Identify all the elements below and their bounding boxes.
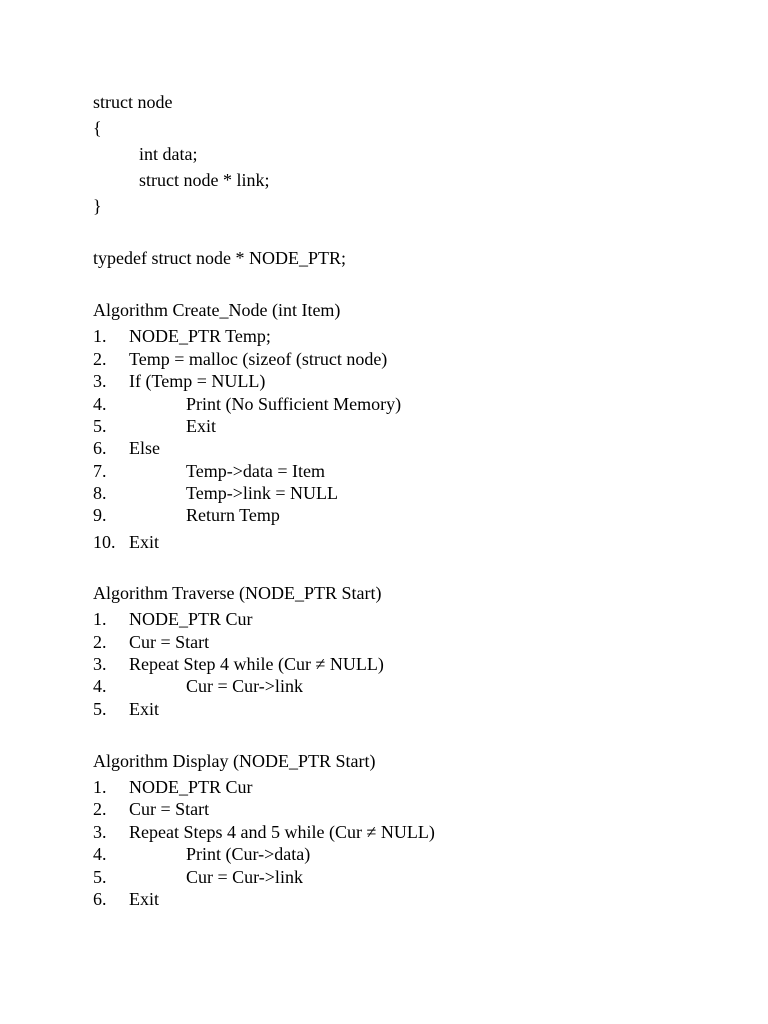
step-text: Repeat Step 4 while (Cur ≠ NULL)	[129, 654, 384, 674]
step-number: 3.	[93, 822, 107, 842]
step-number: 5.	[93, 699, 107, 719]
step-number: 2.	[93, 632, 107, 652]
step-text: Print (No Sufficient Memory)	[186, 394, 402, 414]
step-text: Repeat Steps 4 and 5 while (Cur ≠ NULL)	[129, 822, 435, 842]
step-number: 5.	[93, 867, 107, 887]
create-node-heading: Algorithm Create_Node (int Item)	[93, 300, 341, 320]
step-text: Temp = malloc (sizeof (struct node)	[129, 349, 388, 369]
step-number: 4.	[93, 844, 107, 864]
step-number: 1.	[93, 777, 107, 797]
step-number: 2.	[93, 799, 107, 819]
struct-field-data: int data;	[139, 144, 198, 164]
step-text: Return Temp	[186, 505, 280, 525]
step-text: Exit	[186, 416, 216, 436]
step-text: NODE_PTR Cur	[129, 777, 253, 797]
display-heading: Algorithm Display (NODE_PTR Start)	[93, 751, 376, 771]
step-number: 8.	[93, 483, 107, 503]
step-text: Temp->data = Item	[186, 461, 325, 481]
step-text: Cur = Start	[129, 799, 210, 819]
step-number: 9.	[93, 505, 107, 525]
step-number: 6.	[93, 438, 107, 458]
step-number: 1.	[93, 609, 107, 629]
step-number: 2.	[93, 349, 107, 369]
struct-field-link: struct node * link;	[139, 170, 270, 190]
step-number: 3.	[93, 371, 107, 391]
step-number: 7.	[93, 461, 107, 481]
step-text: Exit	[129, 532, 159, 552]
step-number: 6.	[93, 889, 107, 909]
step-number: 5.	[93, 416, 107, 436]
struct-header: struct node	[93, 92, 173, 112]
step-number: 10.	[93, 532, 116, 552]
step-text: NODE_PTR Temp;	[129, 326, 271, 346]
struct-open-brace: {	[93, 118, 102, 138]
step-text: Temp->link = NULL	[186, 483, 339, 503]
step-number: 3.	[93, 654, 107, 674]
step-number: 1.	[93, 326, 107, 346]
step-text: Else	[129, 438, 160, 458]
step-text: Print (Cur->data)	[186, 844, 311, 864]
step-text: If (Temp = NULL)	[129, 371, 266, 391]
step-text: Cur = Cur->link	[186, 676, 303, 696]
traverse-heading: Algorithm Traverse (NODE_PTR Start)	[93, 583, 382, 603]
step-text: NODE_PTR Cur	[129, 609, 253, 629]
step-number: 4.	[93, 676, 107, 696]
step-text: Cur = Cur->link	[186, 867, 303, 887]
step-number: 4.	[93, 394, 107, 414]
typedef-line: typedef struct node * NODE_PTR;	[93, 248, 346, 268]
step-text: Exit	[129, 699, 159, 719]
step-text: Exit	[129, 889, 159, 909]
step-text: Cur = Start	[129, 632, 210, 652]
struct-close-brace: }	[93, 196, 102, 216]
